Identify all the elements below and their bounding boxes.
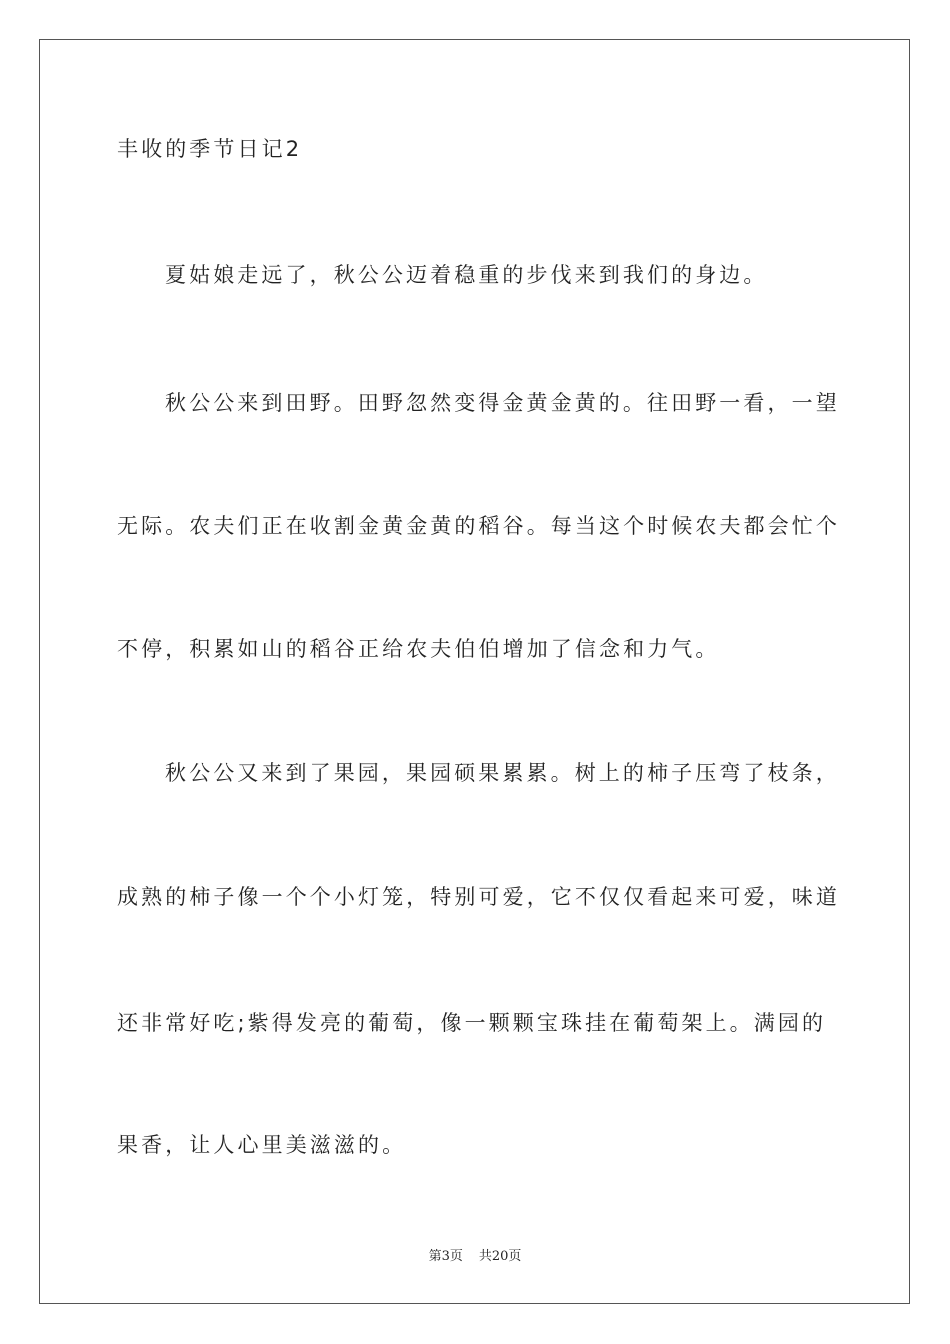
paragraph-line: 秋公公来到田野。田野忽然变得金黄金黄的。往田野一看，一望 [165, 391, 840, 415]
paragraph-line: 秋公公又来到了果园，果园硕果累累。树上的柿子压弯了枝条， [165, 761, 840, 785]
paragraph-line: 果香，让人心里美滋滋的。 [117, 1133, 407, 1157]
page-border [39, 39, 910, 1304]
page-footer [0, 1248, 950, 1266]
paragraph-line: 不停，积累如山的稻谷正给农夫伯伯增加了信念和力气。 [117, 637, 720, 661]
page-number: 第3页 [428, 1249, 463, 1264]
page-total: 共20页 [478, 1249, 522, 1264]
paragraph-line: 还非常好吃;紫得发亮的葡萄，像一颗颗宝珠挂在葡萄架上。满园的 [117, 1011, 827, 1035]
paragraph-line: 夏姑娘走远了，秋公公迈着稳重的步伐来到我们的身边。 [165, 263, 768, 287]
document-title: 丰收的季节日记2 [117, 137, 303, 161]
paragraph-line: 无际。农夫们正在收割金黄金黄的稻谷。每当这个时候农夫都会忙个 [117, 514, 840, 538]
paragraph-line: 成熟的柿子像一个个小灯笼，特别可爱，它不仅仅看起来可爱，味道 [117, 885, 840, 909]
